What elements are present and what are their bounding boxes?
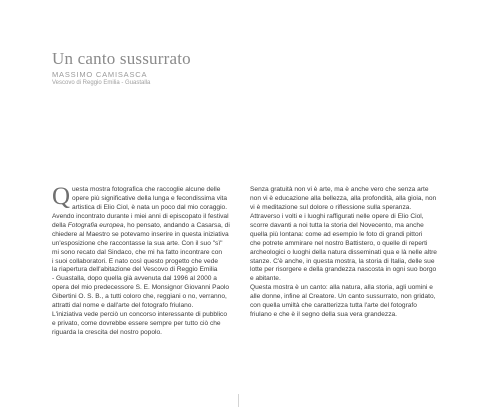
text-line: stanze. C'è anche, in questa mostra, la storia di Italia, delle sue [250,257,435,265]
text-fragment: , ho pensato, andando a Casarsa, di [123,221,230,229]
text-line: uesta mostra fotografica che raccoglie alcune delle [72,186,221,193]
text-line: artistica di Elio Ciol, è nata un poco dal mio coraggio. [72,203,228,211]
text-line: che potrete ammirare nel nostro Battistero, o quelle di reperti [250,239,428,247]
text-line: Attraverso i volti e i luoghi raffigurati nelle opere di Elio Ciol, [250,212,424,220]
text-line: Avendo incontrato durante i miei anni di episcopato il festival [52,212,229,220]
drop-cap: Q [52,183,71,210]
text-line: i suoi collaboratori. È nato così questo progetto che vede [52,257,219,265]
text-fragment: della [52,221,68,229]
text-line: Questa mostra è un canto: alla natura, alla storia, agli uomini e [250,284,433,292]
text-line [52,222,243,231]
text-line: alle donne, infine al Creatore. Un canto sussurrato, non gridato, [250,293,436,301]
text-line: friulano e che è il segno della sua vera grandezza. [250,311,397,319]
text-line: la riapertura dell'abitazione del Vescovo di Reggio Emilia [52,266,218,274]
text-line: non vi è educazione alla bellezza, alla profondità, alla gioia, non [250,194,437,202]
text-line: opera del mio predecessore S. E. Monsignor Giovanni Paolo [52,284,230,292]
page-center-marker [238,394,239,407]
text-line: e privato, come dovrebbe essere sempre per tutto ciò che [52,320,221,328]
text-line: riguarda la crescita del nostro popolo. [52,329,162,336]
author-role: Vescovo di Reggio Emilia - Guastalla [52,80,151,86]
text-line: chiedere al Maestro se potevamo inserire in questa iniziativa [52,230,229,238]
author-name: MASSIMO CAMISASCA [52,70,148,79]
text-line: vi è meditazione sul dolore o riflessione sulla speranza. [250,203,412,211]
text-line: attratti dal nome e dall'arte del fotografo friulano. [52,302,194,310]
text-line: archeologici o luoghi della natura disseminati qua e là nelle altre [250,248,437,256]
text-line: mi sono recato dal Sindaco, che mi ha fatto incontrare con [52,248,223,256]
text-line: e abitante. [250,275,281,283]
left-text-column [52,183,243,338]
text-line: opere più significative della lunga e fecondissima vita [72,194,228,202]
text-line: quella più lontana: come ad esempio le foto di grandi pittori [250,230,423,238]
article-title: Un canto sussurrato [52,49,191,68]
text-line: scorre davanti a noi tutta la storia del Novecento, ma anche [250,221,424,229]
text-line: L'iniziativa vede perciò un concorso interessante di pubblico [52,311,227,319]
festival-name: Fotografia europea [67,221,124,229]
text-line: con quella umiltà che caratterizza tutta l'arte del fotografo [250,302,417,310]
text-line: Gibertini O. S. B., a tutti coloro che, reggiani o no, verranno, [52,293,227,301]
text-line: lotte per risorgere e della grandezza nascosta in ogni suo borgo [250,266,437,274]
text-line: un'esposizione che raccontasse la sua arte. Con il suo "sì" [52,239,223,247]
text-line: Senza gratuità non vi è arte, ma è anche vero che senza arte [250,186,429,193]
right-text-column [250,186,440,320]
text-line: - Guastalla, dopo quella già avvenuta dal 1996 al 2000 a [52,275,217,283]
